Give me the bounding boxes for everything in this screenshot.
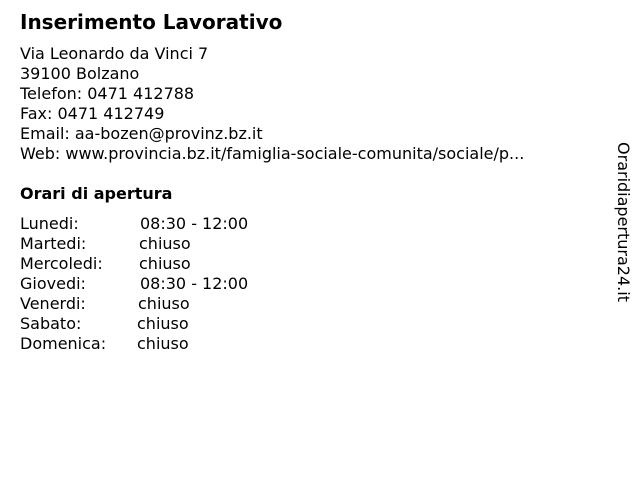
hours-day: Martedi: [20, 234, 87, 253]
address-block [20, 44, 524, 164]
hours-time: chiuso [139, 254, 191, 273]
page-title: Inserimento Lavorativo [20, 10, 283, 34]
address-web: Web: www.provincia.bz.it/famiglia-sociale-comunita/sociale/p... [20, 144, 525, 163]
hours-time: chiuso [139, 234, 191, 253]
hours-time: chiuso [137, 314, 189, 333]
hours-time: chiuso [138, 294, 190, 313]
hours-time: 08:30 - 12:00 [140, 214, 249, 233]
watermark-text: Oraridiapertura24.it [614, 142, 633, 302]
address-city: 39100 Bolzano [20, 64, 140, 83]
hours-day: Sabato: [20, 314, 82, 333]
hours-day: Mercoledi: [20, 254, 103, 273]
hours-time: 08:30 - 12:00 [140, 274, 249, 293]
site-watermark [612, 134, 634, 310]
address-phone: Telefon: 0471 412788 [20, 84, 195, 103]
address-email: Email: aa-bozen@provinz.bz.it [20, 124, 263, 143]
hours-day: Domenica: [20, 334, 107, 353]
hours-time: chiuso [137, 334, 189, 353]
hours-day: Lunedi: [20, 214, 79, 233]
address-fax: Fax: 0471 412749 [20, 104, 165, 123]
address-street: Via Leonardo da Vinci 7 [20, 44, 209, 63]
hours-day: Giovedi: [20, 274, 86, 293]
hours-day: Venerdi: [20, 294, 86, 313]
hours-heading: Orari di apertura [20, 184, 173, 203]
